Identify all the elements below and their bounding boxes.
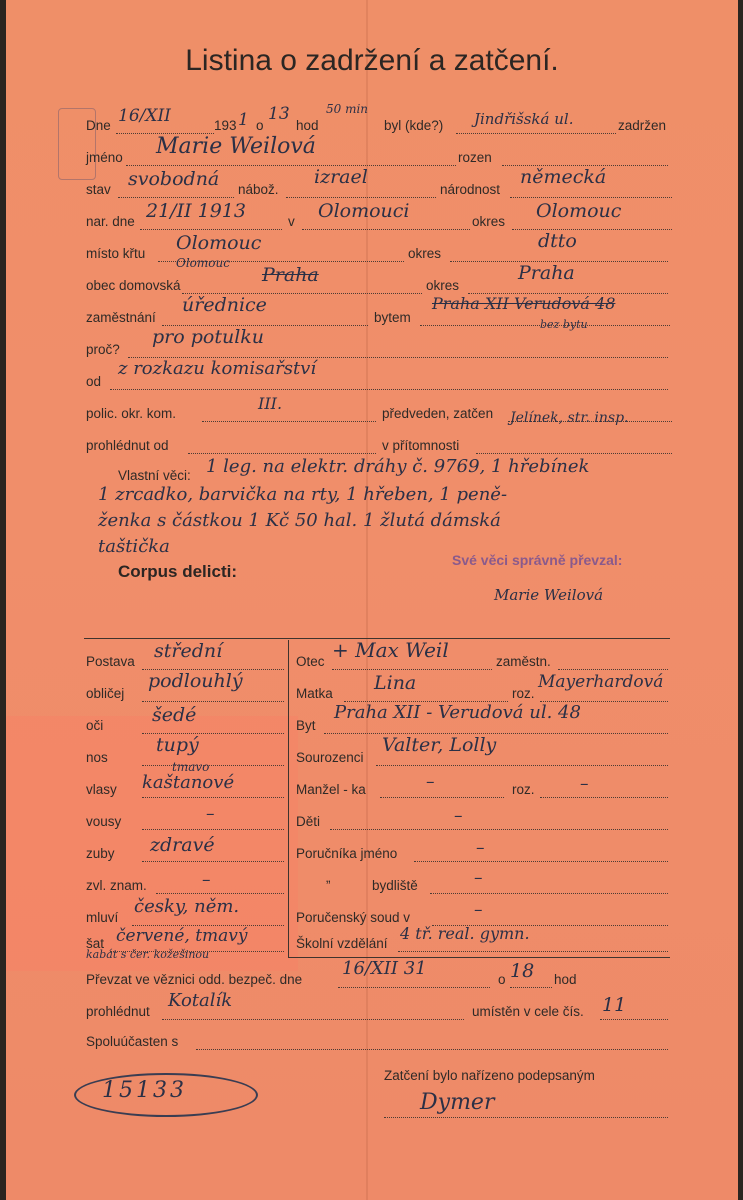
- label-skolni: Školní vzdělání: [296, 936, 388, 951]
- label-prevzat-hod: hod: [554, 972, 577, 987]
- label-matka: Matka: [296, 686, 333, 701]
- corpus-delicti-heading: Corpus delicti:: [118, 562, 238, 581]
- label-quote: „: [326, 870, 331, 885]
- value-hod: 13: [268, 104, 290, 124]
- value-stav: svobodná: [128, 168, 220, 190]
- label-polic: polic. okr. kom.: [86, 406, 177, 421]
- label-obec-domovska: obec domovská: [86, 278, 181, 293]
- value-oci: šedé: [152, 704, 197, 726]
- label-porucnik: Poručníka jméno: [296, 846, 398, 861]
- value-oblicej: podlouhlý: [148, 670, 243, 692]
- document-sheet: [6, 0, 738, 1200]
- label-rozen: rozen: [458, 150, 492, 165]
- value-obec-okres: Praha: [518, 262, 575, 284]
- value-veci-line-4: taštička: [98, 536, 170, 557]
- value-mluvi: česky, něm.: [134, 896, 240, 917]
- value-veci-line-2: 1 zrcadko, barvička na rty, 1 hřeben, 1 peně-: [98, 484, 508, 505]
- label-sat: šat: [86, 936, 105, 951]
- value-cela: 11: [602, 994, 627, 1016]
- label-o: o: [256, 118, 264, 133]
- value-deti: –: [454, 806, 463, 826]
- value-bytem: Praha XII Verudová 48: [432, 294, 616, 313]
- label-jmeno: jméno: [86, 150, 123, 165]
- label-zamestnani: zaměstnání: [86, 310, 156, 325]
- label-oblicej: obličej: [86, 686, 125, 701]
- label-nar-v: v: [288, 214, 295, 229]
- label-v-pritomnosti: v přítomnosti: [382, 438, 460, 453]
- value-min: 50 min: [326, 102, 369, 116]
- label-umisten: umístěn v cele čís.: [472, 1004, 584, 1019]
- label-zadrzen: zadržen: [618, 118, 667, 133]
- value-matka-roz: Mayerhardová: [538, 672, 664, 692]
- document-title: Listina o zadržení a zatčení.: [185, 44, 559, 77]
- label-mluvi: mluví: [86, 910, 119, 925]
- label-zatceni: Zatčení bylo nařízeno podepsaným: [384, 1068, 595, 1083]
- label-proc: proč?: [86, 342, 120, 357]
- label-vlasy: vlasy: [86, 782, 117, 797]
- label-vlastni-veci: Vlastní věci:: [118, 468, 191, 483]
- value-zamestnani: úřednice: [182, 294, 267, 316]
- label-byt: Byt: [296, 718, 316, 733]
- value-year-digit: 1: [238, 110, 249, 130]
- value-porucnik: –: [476, 838, 485, 858]
- label-misto-krtu: místo křtu: [86, 246, 146, 261]
- label-porucensky-soud: Poručenský soud v: [296, 910, 411, 925]
- label-nar-okres: okres: [472, 214, 506, 229]
- value-bytem-note: bez bytu: [540, 318, 588, 331]
- label-bytem: bytem: [374, 310, 411, 325]
- label-obec-okres: okres: [426, 278, 460, 293]
- value-jmeno: Marie Weilová: [156, 134, 316, 159]
- stamp-veci-prevzal: Své věci správně převzal:: [452, 552, 623, 568]
- value-misto-krtu: Olomouc: [176, 232, 262, 254]
- label-sourozenci: Sourozenci: [296, 750, 364, 765]
- label-bydliste: bydliště: [372, 878, 418, 893]
- value-narodnost: německá: [520, 166, 607, 188]
- label-od: od: [86, 374, 102, 389]
- value-matka: Lina: [374, 672, 417, 694]
- label-prevzat: Převzat ve věznici odd. bezpeč. dne: [86, 972, 303, 987]
- value-zvl-znam: –: [202, 870, 211, 890]
- value-number: 15133: [102, 1078, 187, 1103]
- value-zuby: zdravé: [150, 834, 215, 856]
- value-naboz: izrael: [314, 166, 368, 188]
- label-stav: stav: [86, 182, 111, 197]
- label-predveden: předveden, zatčen: [382, 406, 494, 421]
- label-byl-kde: byl (kde?): [384, 118, 444, 133]
- label-manzel-roz: roz.: [512, 782, 535, 797]
- label-zuby: zuby: [86, 846, 115, 861]
- value-signature: Dymer: [420, 1090, 495, 1115]
- value-obec: Praha: [262, 264, 319, 286]
- label-matka-roz: roz.: [512, 686, 535, 701]
- value-prevzat-hod: 18: [510, 960, 535, 982]
- label-oci: oči: [86, 718, 104, 733]
- value-veci-line-1: 1 leg. na elektr. dráhy č. 9769, 1 hřebínek: [206, 456, 590, 477]
- value-proc: pro potulku: [152, 326, 265, 348]
- value-prevzat-dne: 16/XII 31: [342, 958, 427, 979]
- label-nos: nos: [86, 750, 108, 765]
- value-porucensky-soud: –: [474, 900, 483, 920]
- value-obec-above: Olomouc: [176, 256, 230, 270]
- label-prevzat-o: o: [498, 972, 506, 987]
- value-prohlednut: Kotalík: [168, 990, 233, 1011]
- column-divider: [288, 640, 289, 958]
- value-manzel-roz: –: [580, 774, 589, 794]
- label-spoluucasten: Spoluúčasten s: [86, 1034, 179, 1049]
- label-vousy: vousy: [86, 814, 122, 829]
- value-veci-line-3: ženka s částkou 1 Kč 50 hal. 1 žlutá dámská: [98, 510, 501, 531]
- value-otec: + Max Weil: [332, 638, 449, 662]
- value-vlasy: kaštanové: [142, 772, 235, 793]
- value-nar-okres: Olomouc: [536, 200, 622, 222]
- label-narodnost: národnost: [440, 182, 501, 197]
- value-dne: 16/XII: [118, 106, 171, 126]
- value-skolni: 4 tř. real. gymn.: [400, 924, 530, 943]
- value-nos: tupý: [156, 734, 199, 756]
- label-krtu-okres: okres: [408, 246, 442, 261]
- label-otec: Otec: [296, 654, 325, 669]
- value-byt: Praha XII - Verudová ul. 48: [334, 702, 581, 723]
- value-od: z rozkazu komisařství: [118, 358, 317, 379]
- value-manzel: –: [426, 772, 435, 792]
- value-polic: III.: [258, 394, 283, 413]
- label-year: 193: [214, 118, 237, 133]
- label-postava: Postava: [86, 654, 135, 669]
- value-predveden: Jelínek, str. insp.: [510, 410, 629, 426]
- label-prohlednut: prohlédnut: [86, 1004, 150, 1019]
- value-nar-v: Olomouci: [318, 200, 410, 222]
- label-naboz: nábož.: [238, 182, 279, 197]
- value-krtu-okres: dtto: [538, 230, 577, 252]
- label-prohlednut-od: prohlédnut od: [86, 438, 169, 453]
- label-hod: hod: [296, 118, 319, 133]
- label-zvl-znam: zvl. znam.: [86, 878, 147, 893]
- label-zamestn: zaměstn.: [496, 654, 551, 669]
- value-postava: střední: [154, 640, 223, 662]
- label-manzel: Manžel - ka: [296, 782, 366, 797]
- value-bydliste: –: [474, 868, 483, 888]
- label-dne: Dne: [86, 118, 111, 133]
- label-nar-dne: nar. dne: [86, 214, 135, 229]
- label-deti: Děti: [296, 814, 321, 829]
- value-sat-2: kabát s čer. kožešinou: [86, 948, 210, 961]
- value-vlasy-above: tmavo: [172, 760, 210, 774]
- value-sourozenci: Valter, Lolly: [382, 734, 497, 756]
- stamp-signature: Marie Weilová: [494, 586, 604, 604]
- value-vousy: –: [206, 804, 215, 824]
- value-kde: Jindřišská ul.: [474, 110, 574, 128]
- value-sat: červené, tmavý: [116, 926, 248, 946]
- value-nar-dne: 21/II 1913: [146, 200, 246, 222]
